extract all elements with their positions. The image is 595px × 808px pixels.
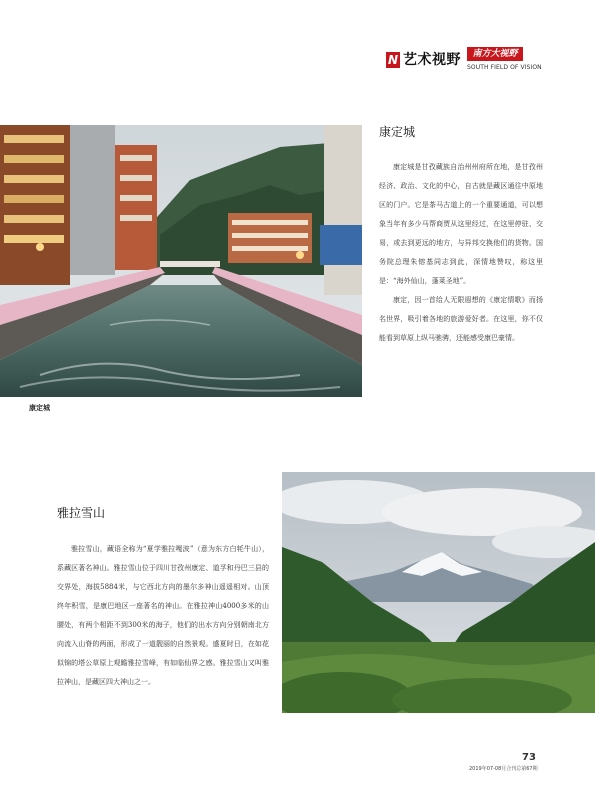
kangding-body-text [379,158,543,348]
page-number: 73 [522,752,536,763]
kangding-city-photo [0,125,362,397]
magazine-header [386,46,540,76]
yala-body-text [57,540,269,692]
column-subtitle: SOUTH FIELD OF VISION [467,64,542,71]
yala-snow-mountain-photo [282,472,595,713]
column-tag: 南方大视野 [467,47,523,61]
section-heading-kangding: 康定城 [379,125,416,139]
photo-caption: 康定城 [29,404,50,412]
magazine-logo-icon: N [387,53,399,67]
section-heading-yala: 雅拉雪山 [57,506,106,520]
column-title: 艺术视野 [403,52,461,68]
issue-info: 2019年07-08月合刊总第67期 [469,766,538,772]
paragraph: 康定，因一首给人无限遐想的《康定情歌》而扬名世界，吸引着各地的旅游爱好者。在这里，你不仅能看到草原上纵马驰骋，还能感受康巴豪情。 [379,296,543,342]
paragraph: 康定城是甘孜藏族自治州州府所在地，是甘孜州经济、政治、文化的中心，自古就是藏区通往中原地区的门户。它是茶马古道上的一个重要通道，可以想象当年有多少马帮商贾从这里经过，在这里停驻、交易，或去到更远的地方，与异邦交换他们的货物。国务院总理朱镕基同志到此，深情地赞叹，称这里是：“海外仙山，蓬莱圣地”。 [379,163,543,285]
paragraph: 雅拉雪山，藏语全称为“夏学雅拉嘎波”（意为东方白牦牛山），系藏区著名神山。雅拉雪山位于四川甘孜州康定、道孚和丹巴三县的交界处，海拔5884米，与它西北方向的墨尔多神山遥遥相对。山顶终年积雪，是康巴地区一座著名的神山。在雅拉神山4000多米的山腰处，有两个相距不到300米的海子，他们的出水方向分别朝南北方向流入山脊的两面，形成了一道靓丽的自然景观。盛夏时日，在如花似锦的塔公草原上观瞻雅拉雪峰，有如临仙界之感。雅拉雪山又叫雅拉神山，是藏区四大神山之一。 [57,545,269,686]
